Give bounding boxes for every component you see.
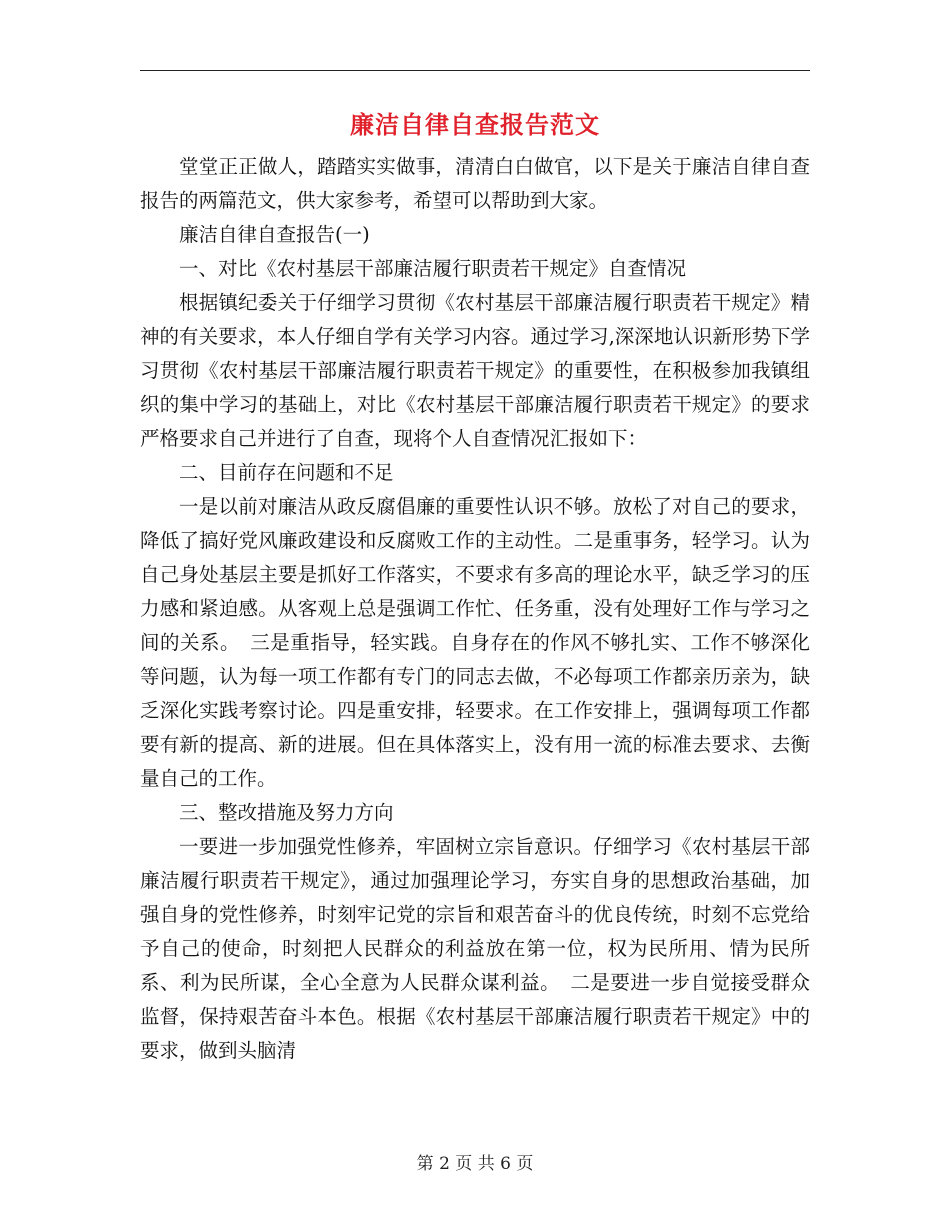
page-number-footer: 第 2 页 共 6 页: [416, 1154, 534, 1174]
body-paragraph: 一是以前对廉洁从政反腐倡廉的重要性认识不够。放松了对自己的要求，降低了搞好党风廉政建设和反腐败工作的主动性。二是重事务，轻学习。认为自己身处基层主要是抓好工作落实，不要求有多高的理论水平，缺乏学习的压力感和紧迫感。从客观上总是强调工作忙、任务重，没有处理好工作与学习之间的关系。 三是重指导，轻实践。自身存在的作风不够扎实、工作不够深化等问题，认为每一项工作都有专门的同志去做，不必每项工作都亲历亲为，缺乏深化实践考察讨论。四是重安排，轻要求。在工作安排上，强调每项工作都要有新的提高、新的进展。但在具体落实上，没有用一流的标准去要求、去衡量自己的工作。: [140, 495, 810, 790]
intro-paragraph: 堂堂正正做人，踏踏实实做事，清清白白做官，以下是关于廉洁自律自查报告的两篇范文，供大家参考，希望可以帮助到大家。: [140, 155, 810, 212]
report-subtitle: 廉洁自律自查报告(一): [179, 223, 370, 246]
document-body: [140, 150, 810, 1068]
body-paragraph: 一要进一步加强党性修养，牢固树立宗旨意识。仔细学习《农村基层干部廉洁履行职责若干规定》，通过加强理论学习，夯实自身的思想政治基础，加强自身的党性修养，时刻牢记党的宗旨和艰苦奋斗的优良传统，时刻不忘党给予自己的使命，时刻把人民群众的利益放在第一位，权为民所用、情为民所系、利为民所谋，全心全意为人民群众谋利益。 二是要进一步自觉接受群众监督，保持艰苦奋斗本色。根据《农村基层干部廉洁履行职责若干规定》中的要求，做到头脑清: [140, 835, 810, 1062]
section-heading-1: 一、对比《农村基层干部廉洁履行职责若干规定》自查情况: [179, 257, 687, 280]
section-heading-2: 二、目前存在问题和不足: [179, 461, 394, 484]
body-paragraph: 根据镇纪委关于仔细学习贯彻《农村基层干部廉洁履行职责若干规定》精神的有关要求，本人仔细自学有关学习内容。通过学习,深深地认识新形势下学习贯彻《农村基层干部廉洁履行职责若干规定》的重要性，在积极参加我镇组织的集中学习的基础上，对比《农村基层干部廉洁履行职责若干规定》的要求严格要求自己并进行了自查，现将个人自查情况汇报如下：: [140, 291, 810, 450]
section-heading-3: 三、整改措施及努力方向: [179, 801, 394, 824]
document-title: 廉洁自律自查报告范文: [350, 110, 600, 139]
header-rule: [140, 70, 810, 71]
